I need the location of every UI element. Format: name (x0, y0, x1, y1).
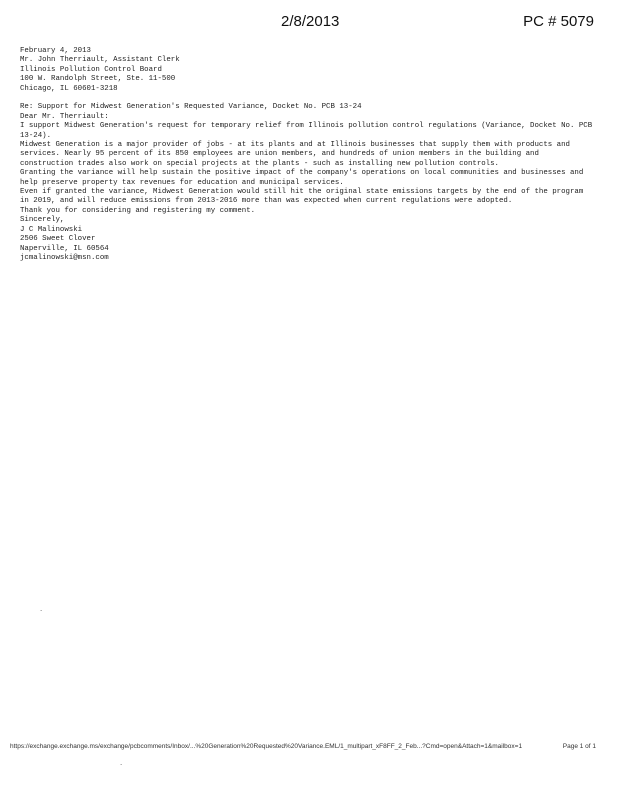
recipient-line: Illinois Pollution Control Board (20, 65, 162, 74)
signature-line: Naperville, IL 60564 (20, 244, 109, 253)
signature-line: J C Malinowski (20, 225, 83, 234)
paragraph: I support Midwest Generation's request for temporary relief from Illinois pollution control regulations (Variance, Docket No. PCB 13-24). (20, 122, 593, 140)
signature-block (20, 226, 596, 264)
subject-line: Re: Support for Midwest Generation's Requested Variance, Docket No. PCB 13-24 (20, 103, 362, 112)
salutation: Dear Mr. Therriault: (20, 112, 109, 121)
recipient-line: Chicago, IL 60601-3218 (20, 84, 118, 93)
signature-line: jcmalinowski@msn.com (20, 253, 109, 262)
footer-url: https://exchange.exchange.ms/exchange/pcbcomments/Inbox/...%20Generation%20Requested%20Variance.EML/1_multipart_xF8FF_2_Feb...?Cmd=open&Attach=1&mailbox=1 (10, 743, 523, 750)
pc-number-stamp: PC # 5079 (523, 13, 594, 30)
closing: Sincerely, (20, 216, 65, 225)
letter-date: February 4, 2013 (20, 47, 91, 55)
recipient-line: Mr. John Therriault, Assistant Clerk (20, 56, 180, 65)
recipient-address (20, 56, 596, 94)
paragraph: Midwest Generation is a major provider of jobs - at its plants and at Illinois businesses that supply them with products and services. Nearly 95 percent of its 850 employees are union members, and hundreds of union members in the building and construction trades also work on special projects at the plants - such as installing new pollution controls. (20, 141, 570, 168)
fax-date-stamp: 2/8/2013 (281, 13, 340, 30)
paragraph: Thank you for considering and registering my comment. (20, 206, 256, 215)
recipient-line: 100 W. Randolph Street, Ste. 11-500 (20, 75, 176, 84)
letter-body (20, 47, 596, 263)
scan-speck: . (40, 604, 43, 613)
print-footer (10, 743, 596, 750)
paragraph: Even if granted the variance, Midwest Generation would still hit the original state emissions targets by the end of the program in 2019, and will reduce emissions from 2013-2016 more than was expected when current regulations were adopted. (20, 188, 584, 206)
paragraph: Granting the variance will help sustain the positive impact of the company's operations on local communities and businesses and help preserve property tax revenues for education and municipal services. (20, 169, 584, 187)
footer-page-number: Page 1 of 1 (562, 743, 596, 750)
scan-speck: . (120, 758, 123, 767)
signature-line: 2506 Sweet Clover (20, 235, 96, 244)
